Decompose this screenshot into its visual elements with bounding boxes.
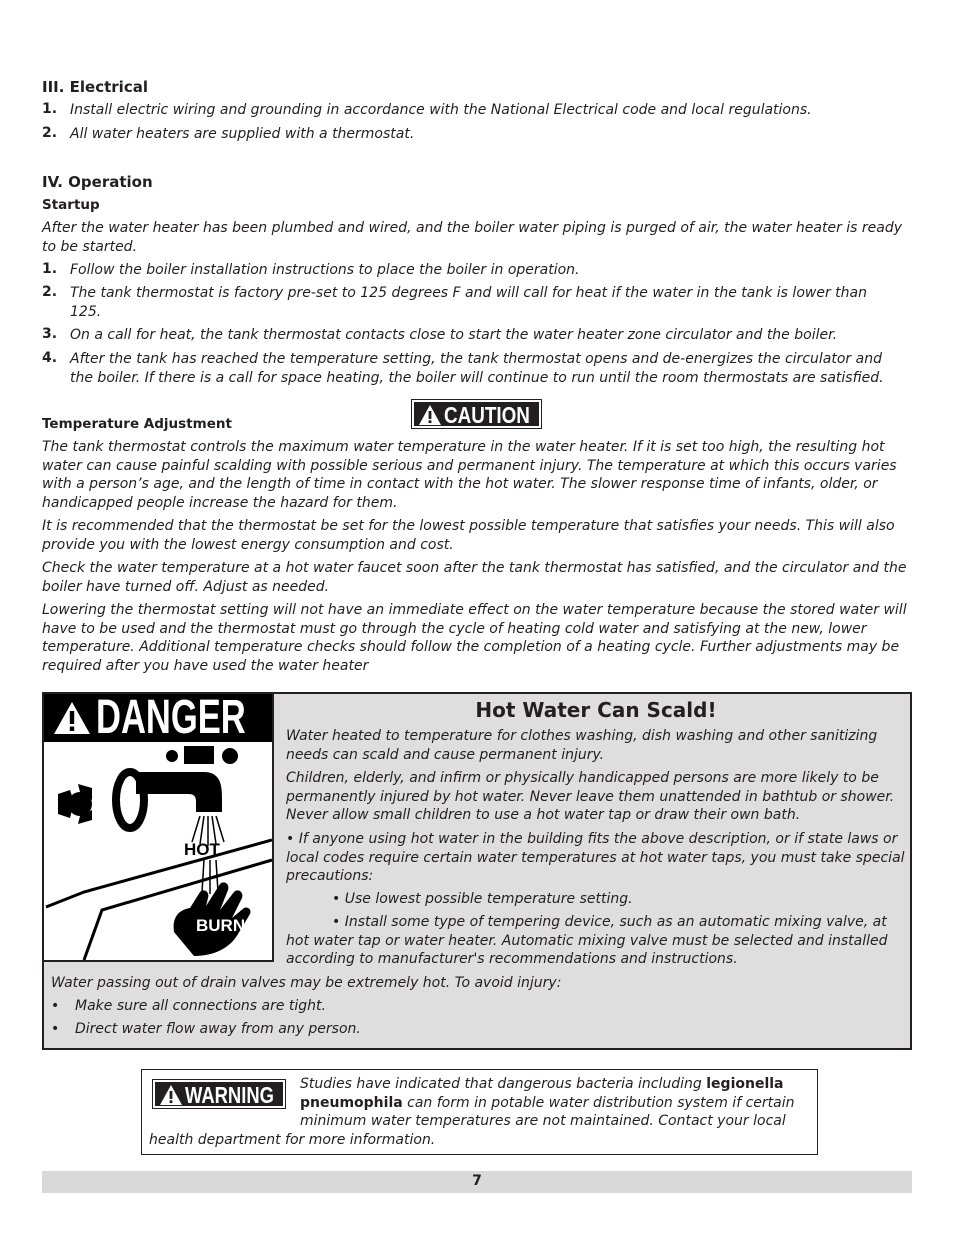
list-item — [51, 1020, 901, 1039]
list-number: 1. — [42, 261, 58, 277]
temperature-paragraph: Check the water temperature at a hot water faucet soon after the tank thermostat has satisfied, and the circulator and the boiler have turned off. Adjust as needed. — [42, 560, 907, 595]
warning-word: WARNING — [185, 1082, 274, 1108]
list-number: 2. — [42, 125, 58, 141]
warning-triangle-icon — [52, 700, 92, 736]
danger-subitem: • Install some type of tempering device, such as an automatic mixing valve, at hot water tap or water heater. Automatic mixing valve must be selected and installed according to manufacturer's recommendations and instructions. — [286, 914, 888, 967]
list-number: 2. — [42, 284, 58, 300]
caution-word: CAUTION — [444, 402, 530, 428]
subheading-temperature-adjustment: Temperature Adjustment — [42, 416, 232, 432]
list-text: Follow the boiler installation instructions to place the boiler in operation. — [70, 262, 580, 278]
list-item — [51, 997, 901, 1016]
danger-word: DANGER — [96, 691, 246, 744]
temperature-paragraph: The tank thermostat controls the maximum water temperature in the water heater. If it is set too high, the resulting hot water can cause painful scalding with possible serious and permanent injury. The temperature at which this occurs varies with a person’s age, and the length of time in contact with the hot water. The slower response time of infants, older, or handicapped people increase the hazard for them. — [42, 439, 897, 511]
warning-triangle-icon — [418, 404, 442, 426]
danger-box — [42, 692, 912, 1050]
bullet: • — [51, 1021, 60, 1037]
danger-paragraph: Water heated to temperature for clothes washing, dish washing and other sanitizing needs can scald and cause permanent injury. — [286, 728, 878, 763]
list-text: After the tank has reached the temperature setting, the tank thermostat opens and de-energizes the circulator and the boiler. If there is a call for space heating, the boiler will continue to run until the room thermostats are satisfied. — [70, 351, 884, 386]
list-item — [42, 326, 912, 345]
subheading-startup: Startup — [42, 197, 100, 213]
section-heading-operation: IV. Operation — [42, 173, 153, 191]
list-text: The tank thermostat is factory pre-set to 125 degrees F and will call for heat if the water in the tank is lower than 125. — [70, 285, 867, 320]
list-text: Install electric wiring and grounding in accordance with the National Electrical code and local regulations. — [70, 102, 812, 118]
temperature-paragraph: Lowering the thermostat setting will not have an immediate effect on the water temperature because the stored water will have to be used and the thermostat must go through the cycle of heating cold water and satisfying at the new, lower temperature. Additional temperature checks should follow the completion of a heating cycle. Further adjustments may be required after you have used the water heater — [42, 602, 907, 674]
footer-bar — [42, 1171, 912, 1193]
drain-warning: Water passing out of drain valves may be extremely hot. To avoid injury: — [51, 975, 562, 991]
hot-label: HOT — [184, 840, 220, 859]
list-text: Make sure all connections are tight. — [75, 998, 326, 1014]
caution-label — [411, 399, 542, 429]
danger-illustration — [44, 691, 274, 962]
page-number: 7 — [472, 1173, 482, 1189]
startup-intro: After the water heater has been plumbed and wired, and the boiler water piping is purged of air, the water heater is ready to be started. — [42, 220, 903, 255]
list-text: On a call for heat, the tank thermostat contacts close to start the water heater zone circulator and the boiler. — [70, 327, 838, 343]
danger-paragraph: Children, elderly, and infirm or physically handicapped persons are more likely to be permanently injured by hot water. Never leave them unattended in bathtub or shower. Never allow small children to use a hot water tap or draw their own bath. — [286, 770, 895, 823]
list-number: 1. — [42, 101, 58, 117]
list-number: 3. — [42, 326, 58, 342]
list-item — [42, 101, 912, 120]
danger-banner — [44, 691, 272, 744]
section-heading-electrical: III. Electrical — [42, 78, 148, 96]
burn-label: BURN — [196, 916, 246, 935]
list-text: Direct water flow away from any person. — [75, 1021, 361, 1037]
list-item — [42, 261, 912, 280]
danger-title: Hot Water Can Scald! — [475, 698, 717, 722]
list-item — [42, 350, 912, 387]
danger-paragraph: • If anyone using hot water in the building fits the above description, or if state laws or local codes require certain water temperatures at hot water taps, you must take special precautions: — [286, 831, 905, 884]
list-number: 4. — [42, 350, 58, 366]
danger-subitem: • Use lowest possible temperature setting. — [332, 891, 633, 907]
warning-box — [141, 1069, 818, 1155]
temperature-paragraph: It is recommended that the thermostat be set for the lowest possible temperature that satisfies your needs. This will also provide you with the lowest energy consumption and cost. — [42, 518, 895, 553]
warning-text: Studies have indicated that dangerous bacteria including legionella pneumophila can form in potable water distribution system if certain minimum water temperatures are not maintained. Contact your local health department for more information. — [149, 1076, 795, 1148]
bacteria-name: legionella pneumophila — [300, 1076, 784, 1111]
list-text: All water heaters are supplied with a thermostat. — [70, 126, 415, 142]
bullet: • — [51, 998, 60, 1014]
list-item — [42, 125, 912, 144]
list-item — [42, 284, 912, 321]
